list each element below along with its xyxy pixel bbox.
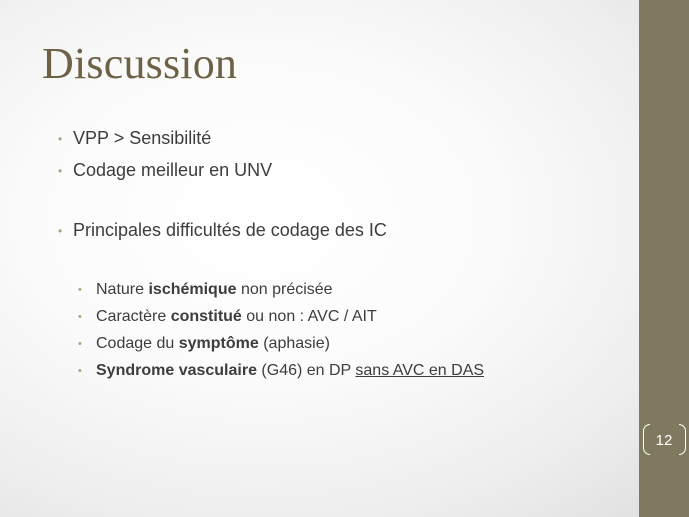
bullet-dot-icon: • [78,338,82,350]
bullet-dot-icon: • [58,132,63,146]
bullet-dot-icon: • [58,164,63,178]
bullet-text: Codage meilleur en UNV [73,160,273,180]
bullet-text: VPP > Sensibilité [73,128,212,148]
bullet-dot-icon: • [78,311,82,323]
sub-bullet-text: Nature ischémique non précisée [96,281,333,298]
sub-bullet-text: Caractère constitué ou non : AVC / AIT [96,308,377,325]
slide-title: Discussion [42,39,238,88]
sub-bullet-text: Syndrome vasculaire (G46) en DP sans AVC en DAS [96,362,485,379]
sub-bullet-text: Codage du symptôme (aphasie) [96,335,330,352]
bullet-dot-icon: • [58,224,63,238]
bullet-dot-icon: • [78,284,82,296]
bullet-dot-icon: • [78,365,82,377]
page-number: 12 [655,431,673,449]
bullet-text: Principales difficultés de codage des IC [73,220,387,240]
